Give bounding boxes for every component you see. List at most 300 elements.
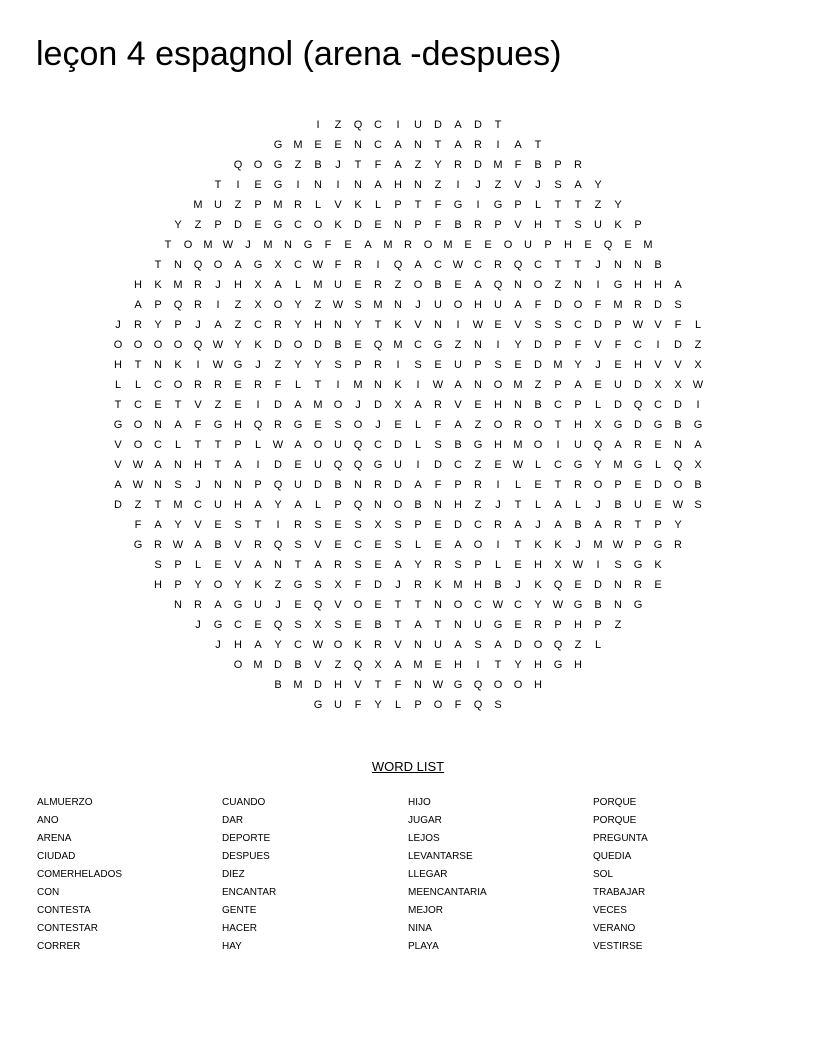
grid-letter: D <box>454 519 462 531</box>
grid-letter: S <box>394 539 402 551</box>
grid-letter: V <box>334 599 342 611</box>
grid-letter: N <box>414 639 422 651</box>
grid-letter: W <box>552 599 564 611</box>
grid-letter: A <box>554 519 562 531</box>
grid-letter: L <box>294 279 302 291</box>
grid-letter: A <box>274 279 282 291</box>
grid-letter: V <box>114 459 122 471</box>
grid-letter: E <box>234 379 242 391</box>
grid-letter: W <box>452 259 464 271</box>
grid-letter: A <box>594 519 602 531</box>
grid-letter: H <box>154 579 162 591</box>
grid-letter: Q <box>393 259 403 271</box>
grid-letter: H <box>634 279 642 291</box>
grid-letter: X <box>314 619 322 631</box>
grid-letter: P <box>554 379 562 391</box>
word-list-column-3 <box>408 794 588 956</box>
grid-letter: U <box>294 479 302 491</box>
grid-letter: E <box>454 279 462 291</box>
grid-letter: A <box>514 519 522 531</box>
grid-letter: I <box>496 479 500 491</box>
grid-letter: B <box>594 599 602 611</box>
word-list-item: VERANO <box>593 923 636 934</box>
grid-letter: P <box>234 439 242 451</box>
grid-letter: E <box>654 439 662 451</box>
grid-letter: E <box>624 239 632 251</box>
grid-letter: P <box>544 239 552 251</box>
grid-letter: W <box>672 499 684 511</box>
grid-letter: S <box>334 359 342 371</box>
grid-letter: F <box>354 699 362 711</box>
grid-letter: R <box>404 239 412 251</box>
grid-letter: F <box>434 479 442 491</box>
grid-letter: A <box>694 439 702 451</box>
grid-letter: U <box>634 499 642 511</box>
grid-letter: G <box>233 599 243 611</box>
grid-letter: G <box>133 539 143 551</box>
grid-letter: L <box>194 559 202 571</box>
grid-letter: P <box>454 479 462 491</box>
grid-letter: G <box>633 599 643 611</box>
grid-letter: Q <box>633 399 643 411</box>
grid-letter: N <box>374 499 382 511</box>
grid-letter: F <box>134 519 142 531</box>
grid-letter: O <box>173 379 183 391</box>
word-list-column-2 <box>222 794 402 956</box>
grid-letter: N <box>234 479 242 491</box>
grid-letter: V <box>674 359 682 371</box>
grid-letter: E <box>354 619 362 631</box>
grid-letter: P <box>174 559 182 571</box>
grid-letter: N <box>174 259 182 271</box>
grid-letter: R <box>154 539 162 551</box>
grid-letter: A <box>154 459 162 471</box>
grid-letter: K <box>254 579 262 591</box>
grid-letter: U <box>214 499 222 511</box>
grid-letter: Z <box>334 659 342 671</box>
grid-letter: E <box>494 319 502 331</box>
grid-letter: I <box>236 179 240 191</box>
grid-letter: R <box>334 559 342 571</box>
grid-letter: X <box>654 379 662 391</box>
grid-letter: X <box>334 579 342 591</box>
grid-letter: F <box>594 299 602 311</box>
grid-letter: C <box>534 259 542 271</box>
grid-letter: E <box>154 399 162 411</box>
grid-letter: Z <box>474 499 482 511</box>
grid-letter: F <box>434 219 442 231</box>
grid-letter: Y <box>514 659 522 671</box>
grid-letter: S <box>334 619 342 631</box>
grid-letter: U <box>434 299 442 311</box>
grid-letter: L <box>374 199 382 211</box>
grid-letter: B <box>414 499 422 511</box>
grid-letter: J <box>195 619 201 631</box>
grid-letter: B <box>314 159 322 171</box>
grid-letter: Z <box>434 179 442 191</box>
grid-letter: R <box>294 519 302 531</box>
grid-letter: F <box>374 159 382 171</box>
grid-letter: E <box>374 559 382 571</box>
grid-letter: Y <box>594 179 602 191</box>
grid-letter: T <box>554 219 562 231</box>
grid-letter: D <box>434 119 442 131</box>
grid-letter: F <box>334 259 342 271</box>
grid-letter: A <box>134 299 142 311</box>
grid-letter: Y <box>414 559 422 571</box>
grid-letter: L <box>394 699 402 711</box>
grid-letter: S <box>494 699 502 711</box>
grid-letter: Z <box>234 299 242 311</box>
grid-letter: M <box>513 439 523 451</box>
grid-letter: T <box>294 559 302 571</box>
grid-letter: J <box>215 279 221 291</box>
grid-letter: P <box>474 559 482 571</box>
grid-letter: E <box>514 559 522 571</box>
grid-letter: C <box>354 539 362 551</box>
grid-letter: G <box>313 699 323 711</box>
grid-letter: O <box>273 299 283 311</box>
grid-letter: O <box>133 439 143 451</box>
grid-letter: Y <box>374 699 382 711</box>
word-list-item: MEJOR <box>408 905 443 916</box>
grid-letter: F <box>324 239 332 251</box>
grid-letter: Z <box>274 359 282 371</box>
grid-letter: V <box>414 319 422 331</box>
grid-letter: T <box>494 659 502 671</box>
word-list-item: DIEZ <box>222 869 245 880</box>
grid-letter: K <box>614 219 622 231</box>
grid-letter: G <box>653 419 663 431</box>
word-list-column-1 <box>37 794 217 956</box>
grid-letter: D <box>654 479 662 491</box>
grid-letter: Z <box>494 179 502 191</box>
grid-letter: O <box>173 339 183 351</box>
grid-letter: V <box>514 179 522 191</box>
grid-letter: Z <box>234 319 242 331</box>
grid-letter: Q <box>603 239 613 251</box>
grid-letter: U <box>254 599 262 611</box>
grid-letter: Q <box>353 659 363 671</box>
grid-letter: M <box>173 499 183 511</box>
grid-letter: D <box>634 379 642 391</box>
grid-letter: V <box>514 319 522 331</box>
grid-letter: V <box>354 679 362 691</box>
grid-letter: H <box>134 279 142 291</box>
grid-letter: G <box>633 459 643 471</box>
grid-letter: B <box>694 479 702 491</box>
grid-letter: R <box>374 359 382 371</box>
grid-letter: O <box>453 599 463 611</box>
grid-letter: O <box>313 219 323 231</box>
grid-letter: X <box>674 379 682 391</box>
grid-letter: A <box>234 259 242 271</box>
grid-letter: O <box>533 439 543 451</box>
grid-letter: P <box>414 219 422 231</box>
grid-letter: A <box>374 179 382 191</box>
grid-letter: B <box>494 579 502 591</box>
grid-letter: J <box>415 299 421 311</box>
grid-letter: H <box>234 419 242 431</box>
grid-letter: H <box>334 679 342 691</box>
grid-letter: M <box>393 339 403 351</box>
grid-letter: N <box>284 239 292 251</box>
grid-letter: N <box>394 299 402 311</box>
grid-letter: V <box>594 339 602 351</box>
grid-letter: D <box>534 339 542 351</box>
grid-letter: S <box>314 579 322 591</box>
grid-letter: U <box>334 699 342 711</box>
grid-letter: F <box>574 339 582 351</box>
grid-letter: E <box>294 599 302 611</box>
word-list-item: COMERHELADOS <box>37 869 123 880</box>
grid-letter: R <box>194 379 202 391</box>
grid-letter: C <box>414 339 422 351</box>
grid-letter: E <box>464 239 472 251</box>
grid-letter: S <box>234 519 242 531</box>
grid-letter: A <box>174 419 182 431</box>
grid-letter: G <box>273 139 283 151</box>
grid-letter: E <box>374 599 382 611</box>
grid-letter: N <box>274 559 282 571</box>
grid-letter: C <box>154 439 162 451</box>
word-list-item: DAR <box>222 815 244 826</box>
grid-letter: I <box>256 459 260 471</box>
grid-letter: H <box>194 459 202 471</box>
grid-letter: H <box>574 619 582 631</box>
grid-letter: G <box>113 419 123 431</box>
grid-letter: P <box>594 619 602 631</box>
grid-letter: L <box>414 439 422 451</box>
grid-letter: M <box>203 239 213 251</box>
word-list-item: SOL <box>593 869 614 880</box>
grid-letter: V <box>114 439 122 451</box>
grid-letter: O <box>533 279 543 291</box>
grid-letter: I <box>596 559 600 571</box>
grid-letter: D <box>374 579 382 591</box>
grid-letter: A <box>394 139 402 151</box>
grid-letter: X <box>374 519 382 531</box>
grid-letter: A <box>154 519 162 531</box>
grid-letter: I <box>336 379 340 391</box>
grid-letter: F <box>274 379 282 391</box>
grid-letter: S <box>354 519 362 531</box>
grid-letter: O <box>433 699 443 711</box>
grid-letter: M <box>173 279 183 291</box>
grid-letter: R <box>194 279 202 291</box>
grid-letter: I <box>496 139 500 151</box>
word-list-item: LLEGAR <box>408 869 448 880</box>
grid-letter: Q <box>233 159 243 171</box>
grid-letter: R <box>414 579 422 591</box>
grid-letter: G <box>213 619 223 631</box>
grid-letter: S <box>354 559 362 571</box>
grid-letter: J <box>595 359 601 371</box>
grid-letter: O <box>153 339 163 351</box>
grid-letter: Z <box>314 299 322 311</box>
grid-letter: J <box>335 159 341 171</box>
grid-letter: H <box>394 179 402 191</box>
grid-letter: S <box>434 439 442 451</box>
grid-letter: E <box>334 139 342 151</box>
grid-letter: L <box>254 439 262 451</box>
grid-letter: I <box>256 399 260 411</box>
grid-letter: J <box>215 639 221 651</box>
grid-letter: O <box>503 239 513 251</box>
grid-letter: G <box>453 679 463 691</box>
grid-letter: J <box>245 239 251 251</box>
word-list-item: PORQUE <box>593 797 637 808</box>
grid-letter: L <box>134 379 142 391</box>
grid-letter: E <box>214 519 222 531</box>
grid-letter: R <box>254 539 262 551</box>
grid-letter: C <box>294 259 302 271</box>
grid-letter: E <box>654 579 662 591</box>
grid-letter: E <box>614 359 622 371</box>
grid-letter: Z <box>594 199 602 211</box>
grid-letter: E <box>634 479 642 491</box>
grid-letter: N <box>434 319 442 331</box>
grid-letter: A <box>294 439 302 451</box>
grid-letter: M <box>313 279 323 291</box>
grid-letter: U <box>434 639 442 651</box>
grid-letter: G <box>233 359 243 371</box>
grid-letter: I <box>476 199 480 211</box>
grid-letter: I <box>316 119 320 131</box>
grid-letter: D <box>634 419 642 431</box>
grid-letter: T <box>574 199 582 211</box>
grid-letter: G <box>693 419 703 431</box>
grid-letter: C <box>154 379 162 391</box>
grid-letter: A <box>364 239 372 251</box>
grid-letter: X <box>394 399 402 411</box>
grid-letter: A <box>474 279 482 291</box>
grid-letter: E <box>654 499 662 511</box>
grid-letter: B <box>434 279 442 291</box>
grid-letter: N <box>614 259 622 271</box>
grid-letter: H <box>454 499 462 511</box>
grid-letter: E <box>534 479 542 491</box>
grid-letter: V <box>654 319 662 331</box>
grid-letter: G <box>273 219 283 231</box>
grid-letter: J <box>395 579 401 591</box>
grid-letter: E <box>314 139 322 151</box>
grid-letter: C <box>194 499 202 511</box>
grid-letter: T <box>194 439 202 451</box>
grid-letter: E <box>374 539 382 551</box>
grid-letter: E <box>334 539 342 551</box>
word-list-item: ENCANTAR <box>222 887 277 898</box>
grid-letter: Z <box>474 459 482 471</box>
grid-letter: Q <box>473 699 483 711</box>
grid-letter: O <box>673 479 683 491</box>
grid-letter: M <box>383 239 393 251</box>
grid-letter: R <box>274 419 282 431</box>
grid-letter: K <box>394 319 402 331</box>
grid-letter: T <box>634 519 642 531</box>
grid-letter: O <box>333 399 343 411</box>
grid-letter: S <box>394 519 402 531</box>
grid-letter: P <box>354 359 362 371</box>
grid-letter: Q <box>513 259 523 271</box>
grid-letter: W <box>132 459 144 471</box>
grid-letter: L <box>534 199 542 211</box>
grid-letter: J <box>495 499 501 511</box>
grid-letter: I <box>376 259 380 271</box>
word-list-item: QUEDIA <box>593 851 632 862</box>
grid-letter: E <box>214 559 222 571</box>
grid-letter: O <box>353 599 363 611</box>
grid-letter: D <box>314 339 322 351</box>
grid-letter: D <box>274 659 282 671</box>
grid-letter: E <box>484 239 492 251</box>
grid-letter: N <box>614 579 622 591</box>
grid-letter: B <box>274 679 282 691</box>
grid-letter: P <box>154 299 162 311</box>
grid-letter: F <box>394 679 402 691</box>
grid-letter: Q <box>313 599 323 611</box>
grid-letter: B <box>214 539 222 551</box>
grid-letter: H <box>234 639 242 651</box>
grid-letter: G <box>613 279 623 291</box>
grid-letter: O <box>473 539 483 551</box>
grid-letter: C <box>474 519 482 531</box>
grid-letter: A <box>114 479 122 491</box>
grid-letter: E <box>354 339 362 351</box>
grid-letter: U <box>334 439 342 451</box>
grid-letter: R <box>634 299 642 311</box>
grid-letter: A <box>394 659 402 671</box>
grid-letter: V <box>234 539 242 551</box>
grid-letter: G <box>473 439 483 451</box>
grid-letter: I <box>296 179 300 191</box>
grid-letter: J <box>595 499 601 511</box>
grid-letter: N <box>614 599 622 611</box>
word-list-item: MEENCANTARIA <box>408 887 487 898</box>
grid-letter: E <box>494 459 502 471</box>
grid-letter: N <box>374 379 382 391</box>
grid-letter: Z <box>274 579 282 591</box>
grid-letter: R <box>434 559 442 571</box>
grid-letter: S <box>354 299 362 311</box>
grid-letter: L <box>294 379 302 391</box>
grid-letter: E <box>594 379 602 391</box>
grid-letter: G <box>573 459 583 471</box>
grid-letter: D <box>614 399 622 411</box>
grid-letter: L <box>414 539 422 551</box>
grid-letter: R <box>274 319 282 331</box>
grid-letter: B <box>374 619 382 631</box>
grid-letter: G <box>553 659 563 671</box>
grid-letter: N <box>154 359 162 371</box>
grid-letter: T <box>414 199 422 211</box>
grid-letter: D <box>314 679 322 691</box>
word-list-item: LEVANTARSE <box>408 851 473 862</box>
grid-letter: H <box>534 559 542 571</box>
grid-letter: D <box>534 359 542 371</box>
grid-letter: O <box>113 339 123 351</box>
grid-letter: U <box>314 459 322 471</box>
grid-letter: E <box>374 219 382 231</box>
grid-letter: R <box>214 379 222 391</box>
grid-letter: E <box>234 399 242 411</box>
grid-letter: R <box>434 399 442 411</box>
word-list-item: GENTE <box>222 905 257 916</box>
grid-letter: D <box>314 479 322 491</box>
grid-letter: G <box>433 339 443 351</box>
grid-letter: T <box>514 499 522 511</box>
grid-letter: Y <box>294 319 302 331</box>
